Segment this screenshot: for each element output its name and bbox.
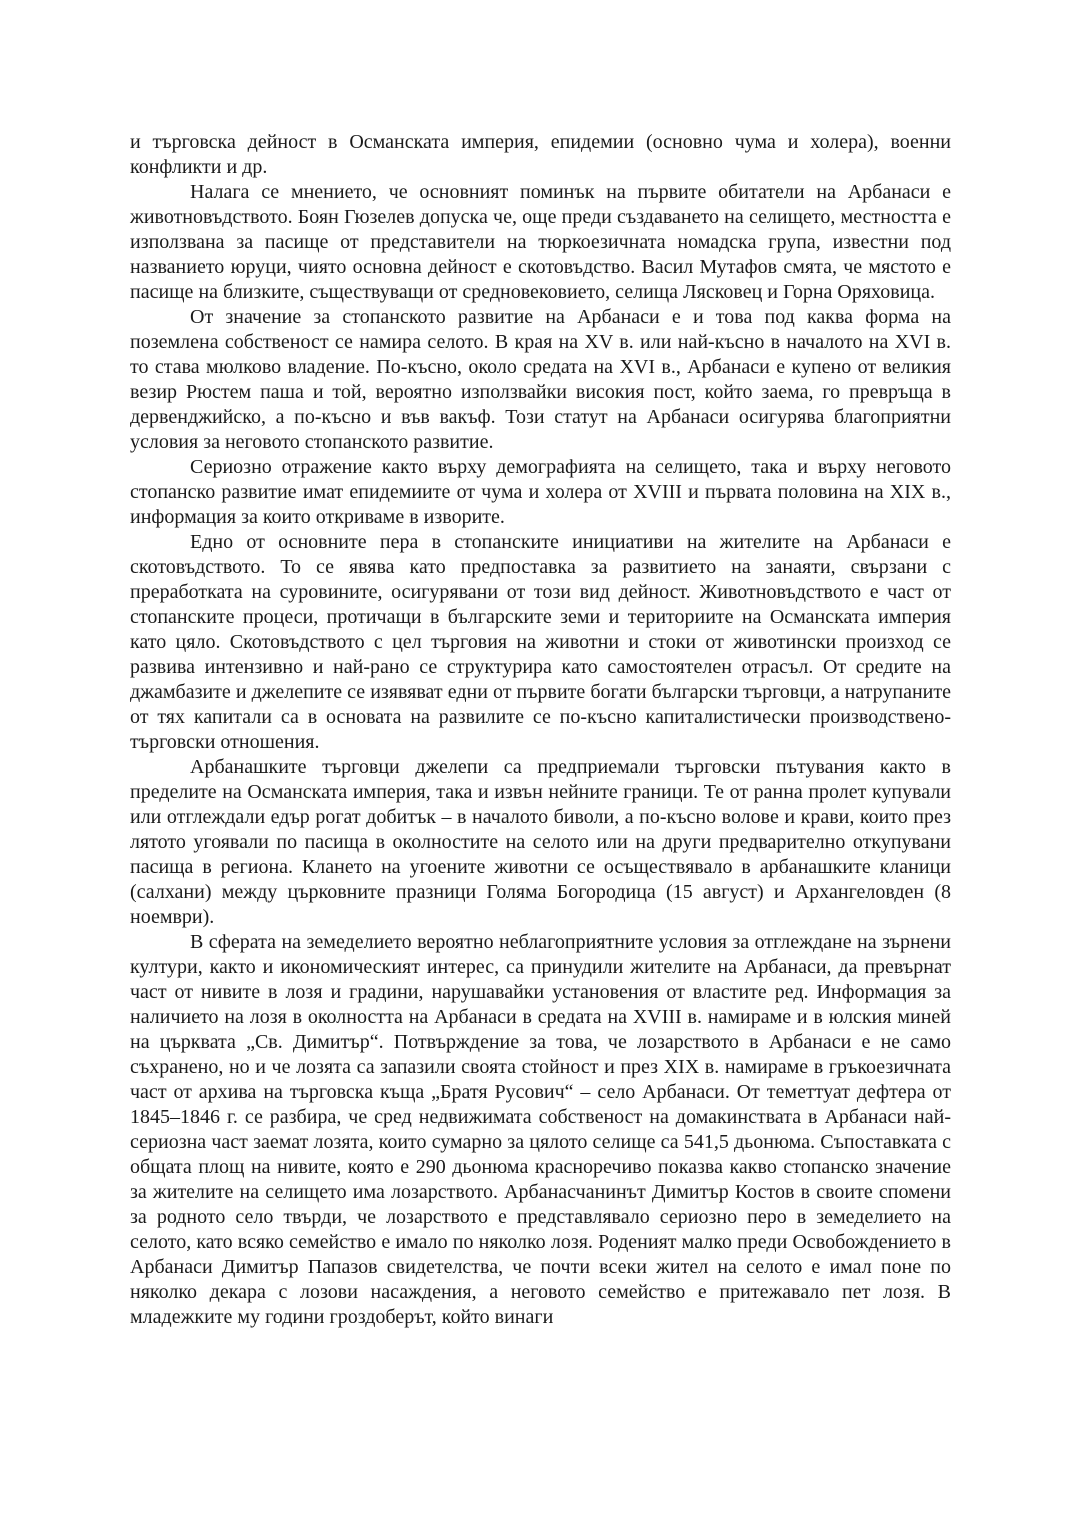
paragraph-epidemics: Сериозно отражение както върху демографията на селището, така и върху неговото стопанско развитие имат епидемиите от чума и холера от XVIII и първата половина на XIX в., информация за които откриваме в изворите.: [130, 456, 951, 528]
paragraph-cattle-breeding: Едно от основните пера в стопанските инициативи на жителите на Арбанаси е скотовъдството. То се явява като предпоставка за развитието на занаяти, свързани с преработката на суровините, осигурявани от този вид дейност. Животновъдството е част от стопанските процеси, протичащи в българските земи и териториите на Османската империя като цяло. Скотовъдството с цел търговия на животни и стоки от животински произход се развива интензивно и най-рано се структурира като самостоятелен отрасъл. От средите на джамбазите и джелепите се изявяват едни от първите богати български търговци, а натрупаните от тях капитали са в основата на развилите се по-късно капиталистически производствено-търговски отношения.: [130, 531, 951, 753]
paragraph-land-ownership: От значение за стопанското развитие на Арбанаси е и това под каква форма на поземлена собственост се намира селото. В края на XV в. или най-късно в началото на XVI в. то става мюлково владение. По-късно, около средата на XVI в., Арбанаси е купено от великия везир Рюстем паша и той, вероятно използвайки високия пост, който заема, го превръща в дервенджийско, а по-късно и във вакъф. Този статут на Арбанаси осигурява благоприятни условия за неговото стопанското развитие.: [130, 306, 951, 453]
paragraph-continuation: и търговска дейност в Османската империя, епидемии (основно чума и холера), военни конфликти и др.: [130, 131, 951, 178]
paragraph-viticulture: В сферата на земеделието вероятно неблагоприятните условия за отглеждане на зърнени култури, както и икономическият интерес, са принудили жителите на Арбанаси, да превърнат част от нивите в лозя и градини, нарушавайки установения от властите ред. Информация за наличието на лозя в околността на Арбанаси в средата на XVIII в. намираме и в юлския миней на църквата „Св. Димитър“. Потвърждение за това, че лозарството в Арбанаси е не само съхранено, но и че лозята са запазили своята стойност и през XIX в. намираме в гръкоезичната част от архива на търговска къща „Братя Русович“ – село Арбанаси. От теметтуат дефтера от 1845–1846 г. се разбира, че сред недвижимата собственост на домакинствата в Арбанаси най-сериозна част заемат лозята, които сумарно за цялото селище са 541,5 дьонюма. Съпоставката с общата площ на нивите, която е 290 дьонюма красноречиво показва какво стопанско значение за жителите на селището има лозарството. Арбанасчанинът Димитър Костов в своите спомени за родното село твърди, че лозарството е представлявало сериозно перо в земеделието на селото, като всяко семейство е имало по няколко лозя. Роденият малко преди Освобождението в Арбанаси Димитър Папазов свидетелства, че почти всеки жител на селото е имал поне по няколко декара с лозови насаждения, а неговото семейство е притежавало пет лозя. В младежките му години гроздоберът, който винаги: [130, 931, 951, 1328]
document-body: [130, 130, 951, 1330]
paragraph-livestock-origin: Налага се мнението, че основният поминък на първите обитатели на Арбанаси е животновъдството. Боян Гюзелев допуска че, още преди създаването на селището, местността е използвана за пасище от представители на тюркоезичната номадска група, известни под названието юруци, чиято основна дейност е скотовъдство. Васил Мутафов смята, че мястото е пасище на близките, съществуващи от средновековието, селища Лясковец и Горна Оряховица.: [130, 181, 951, 303]
paragraph-merchants: Арбанашките търговци джелепи са предприемали търговски пътувания както в пределите на Османската империя, така и извън нейните граници. Те от ранна пролет купували или отглеждали едър рогат добитък – в началото биволи, а по-късно волове и крави, които през лятото угоявали по пасища в околностите на селото или на други предварително откупувани пасища в региона. Клането на угоените животни се осъществявало в арбанашките кланици (салхани) между църковните празници Голяма Богородица (15 август) и Архангеловден (8 ноември).: [130, 756, 951, 928]
